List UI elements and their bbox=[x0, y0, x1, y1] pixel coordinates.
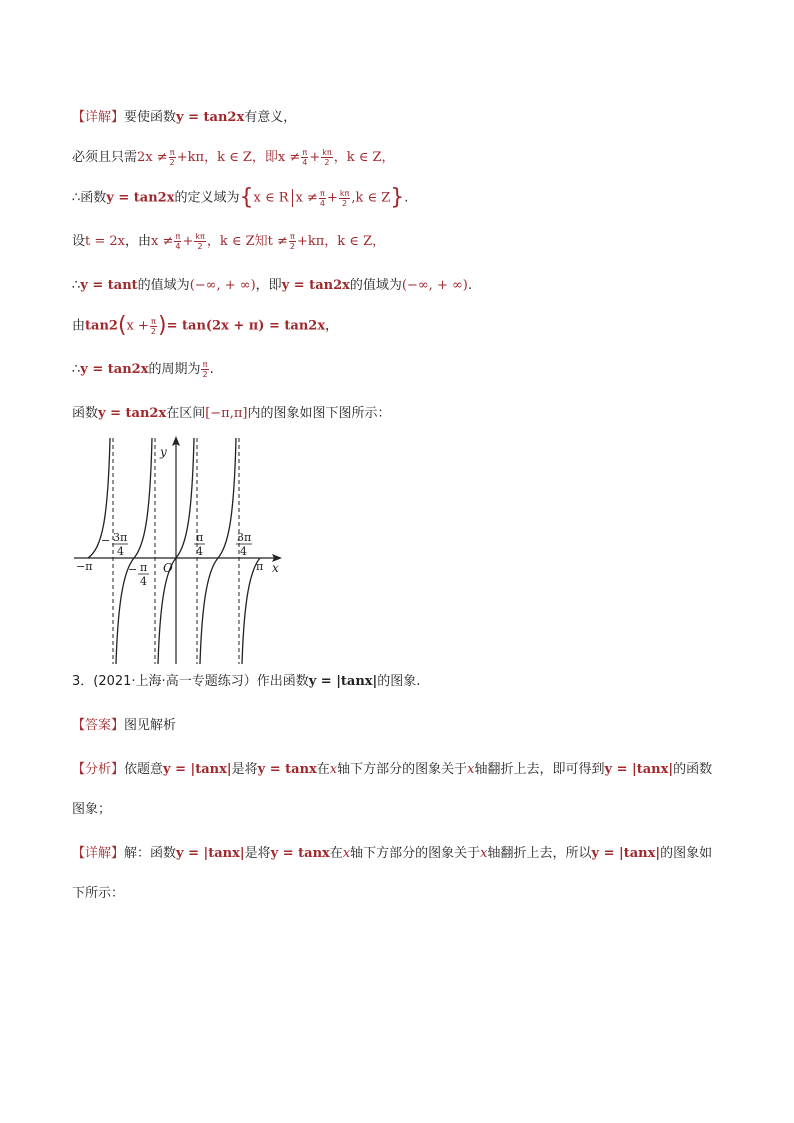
set-bar bbox=[292, 189, 293, 207]
denominator: 2 bbox=[289, 242, 295, 251]
question-text: 的图象. bbox=[377, 674, 421, 689]
fraction bbox=[339, 189, 350, 208]
tan2x-graph bbox=[60, 430, 300, 670]
math: y = |tanx| bbox=[163, 762, 232, 777]
math: (−∞, + ∞) bbox=[189, 278, 256, 293]
numerator: π bbox=[302, 148, 308, 157]
analysis-line-2 bbox=[72, 800, 111, 820]
detail2-line-1 bbox=[72, 844, 712, 864]
detail-line-7 bbox=[72, 360, 214, 380]
tick-label-neg-pi4-den: 4 bbox=[140, 575, 147, 588]
text: 在 bbox=[329, 846, 343, 861]
denominator: 2 bbox=[202, 370, 208, 379]
text: 设 bbox=[72, 234, 86, 249]
y-axis-label: y bbox=[160, 445, 167, 459]
math: [−π,π] bbox=[205, 406, 248, 421]
tick-label-neg-pi4-sign: − bbox=[128, 563, 138, 576]
math: t = 2x bbox=[85, 234, 125, 249]
fraction bbox=[319, 189, 326, 208]
origin-label: O bbox=[163, 561, 173, 575]
math: y = tan2x bbox=[106, 190, 175, 206]
math: t ≠ bbox=[267, 234, 288, 249]
text: 轴下方部分的图象关于 bbox=[350, 846, 481, 861]
tick-label-3pi4-den: 4 bbox=[240, 545, 247, 558]
text: 必须且只需 bbox=[72, 150, 138, 165]
text: . bbox=[209, 362, 214, 377]
text: . bbox=[467, 278, 473, 293]
math: x bbox=[329, 762, 338, 777]
numerator: π bbox=[202, 360, 208, 369]
math: 2x ≠ bbox=[137, 150, 168, 165]
math: y = tan2x bbox=[98, 406, 167, 421]
fraction bbox=[194, 232, 205, 251]
text: 轴下方部分的图象关于 bbox=[337, 762, 468, 777]
fraction bbox=[301, 148, 308, 167]
tick-label-3pi4-num: 3π bbox=[237, 531, 252, 544]
tick-label-pi: π bbox=[256, 560, 264, 573]
tick-label-neg-3pi4-den: 4 bbox=[117, 545, 124, 558]
denominator: 2 bbox=[197, 242, 203, 251]
math: y = tan2x bbox=[80, 362, 149, 377]
math: x ≠ bbox=[151, 234, 174, 249]
math: x ≠ bbox=[295, 190, 318, 206]
text: 内的图象如图下图所示： bbox=[247, 406, 391, 421]
text: 有意义， bbox=[244, 110, 297, 125]
text: 依题意 bbox=[124, 762, 164, 777]
math: y = |tanx| bbox=[604, 762, 674, 777]
text: 函数 bbox=[72, 406, 99, 421]
math: y = |tanx| bbox=[176, 846, 245, 861]
text: 解：函数 bbox=[124, 846, 177, 861]
text: 的周期为 bbox=[148, 362, 201, 377]
denominator: 2 bbox=[169, 158, 175, 167]
denominator: 4 bbox=[319, 198, 325, 208]
paren-right: ) bbox=[158, 313, 167, 338]
detail-line-4 bbox=[72, 232, 385, 252]
numerator: π bbox=[290, 232, 295, 241]
text: ，即 bbox=[255, 278, 282, 293]
math: x bbox=[342, 846, 351, 861]
math: +kπ，k ∈ Z，即 bbox=[176, 150, 278, 165]
text: . bbox=[404, 190, 409, 206]
text: 轴翻折上去，即可得到 bbox=[474, 762, 605, 777]
numerator: kπ bbox=[322, 148, 332, 157]
math: y = tant bbox=[80, 278, 138, 293]
text: 下所示： bbox=[72, 886, 125, 901]
detail-line-8 bbox=[72, 404, 391, 424]
fraction bbox=[321, 148, 332, 167]
text: 轴翻折上去，所以 bbox=[487, 846, 592, 861]
math: y = tanx bbox=[270, 846, 330, 861]
tick-label-pi4-num: π bbox=[196, 531, 204, 544]
math: y = tan2x bbox=[176, 110, 245, 125]
answer-tag: 【答案】 bbox=[72, 718, 125, 733]
fraction bbox=[289, 232, 296, 251]
paren-left: ( bbox=[117, 313, 127, 338]
tan-branch bbox=[200, 438, 236, 664]
detail-line-1 bbox=[72, 108, 296, 128]
detail-line-5 bbox=[72, 276, 472, 296]
text: ，由 bbox=[125, 234, 152, 249]
text: 在区间 bbox=[166, 406, 206, 421]
text: ∴ bbox=[72, 278, 81, 293]
numerator: kπ bbox=[195, 232, 205, 241]
answer-text: 图见解析 bbox=[124, 718, 177, 733]
question-3 bbox=[72, 672, 420, 692]
text: 图象； bbox=[72, 802, 112, 817]
denominator: 4 bbox=[175, 242, 181, 251]
math: (−∞, + ∞) bbox=[401, 278, 468, 293]
fraction bbox=[174, 232, 181, 251]
text: ∴ bbox=[72, 362, 81, 377]
math: x + bbox=[126, 318, 149, 334]
x-axis-label: x bbox=[272, 561, 279, 575]
question-text: 3．(2021·上海·高一专题练习）作出函数 bbox=[72, 674, 309, 689]
math: ，k ∈ Z， bbox=[333, 150, 395, 165]
math: y = |tanx| bbox=[591, 846, 661, 861]
text: 的定义域为 bbox=[174, 190, 240, 206]
detail-line-3 bbox=[72, 185, 409, 210]
math: tan2 bbox=[85, 318, 118, 334]
math: x ∈ R bbox=[253, 190, 289, 206]
detail-tag: 【详解】 bbox=[72, 846, 125, 861]
analysis-line-1 bbox=[72, 760, 712, 780]
tick-label-neg-3pi4-sign: − bbox=[101, 534, 111, 547]
math: + bbox=[182, 234, 194, 249]
tick-label-neg-3pi4-num: 3π bbox=[113, 531, 128, 544]
fraction bbox=[150, 317, 157, 336]
math: + bbox=[326, 190, 338, 206]
math: x bbox=[467, 762, 475, 777]
numerator: π bbox=[319, 188, 325, 198]
denominator: 2 bbox=[342, 198, 348, 208]
detail-line-2 bbox=[72, 148, 395, 168]
math: + bbox=[309, 150, 321, 165]
math: = tan(2x + π) = tan2x bbox=[166, 318, 326, 334]
fraction bbox=[201, 360, 208, 379]
tick-label-pi4-den: 4 bbox=[196, 545, 203, 558]
brace-right: } bbox=[390, 185, 405, 210]
tick-label-neg-pi: −π bbox=[76, 560, 93, 573]
math: y = |tanx| bbox=[308, 674, 378, 689]
math: ,k ∈ Z bbox=[351, 190, 391, 206]
numerator: π bbox=[169, 148, 175, 157]
detail-line-6 bbox=[72, 313, 339, 338]
numerator: π bbox=[175, 232, 181, 241]
denominator: 4 bbox=[302, 158, 308, 167]
tan-branch bbox=[242, 558, 260, 664]
answer-line bbox=[72, 716, 176, 736]
text: 是将 bbox=[231, 762, 258, 777]
text: 是将 bbox=[244, 846, 271, 861]
text: ∴函数 bbox=[72, 190, 107, 206]
detail2-line-2 bbox=[72, 884, 124, 904]
text: 在 bbox=[316, 762, 330, 777]
numerator: π bbox=[151, 316, 156, 326]
math: x bbox=[480, 846, 488, 861]
text: 要使函数 bbox=[124, 110, 177, 125]
text: 的值域为 bbox=[349, 278, 402, 293]
tick-label-neg-pi4-num: π bbox=[140, 561, 148, 574]
brace-left: { bbox=[239, 185, 254, 210]
math: y = tanx bbox=[257, 762, 317, 777]
math: ，k ∈ Z知 bbox=[206, 234, 268, 249]
detail-tag: 【详解】 bbox=[72, 110, 125, 125]
math: y = tan2x bbox=[281, 278, 350, 293]
math: +kπ，k ∈ Z， bbox=[296, 234, 386, 249]
fraction bbox=[169, 148, 176, 167]
text: 的值域为 bbox=[137, 278, 190, 293]
denominator: 2 bbox=[150, 326, 156, 336]
text: 的函数 bbox=[673, 762, 713, 777]
math: x ≠ bbox=[277, 150, 301, 165]
text: ， bbox=[325, 318, 339, 334]
analysis-tag: 【分析】 bbox=[72, 762, 125, 777]
denominator: 2 bbox=[324, 158, 330, 167]
text: 的图象如 bbox=[660, 846, 713, 861]
text: 由 bbox=[72, 318, 86, 334]
numerator: kπ bbox=[339, 188, 350, 198]
